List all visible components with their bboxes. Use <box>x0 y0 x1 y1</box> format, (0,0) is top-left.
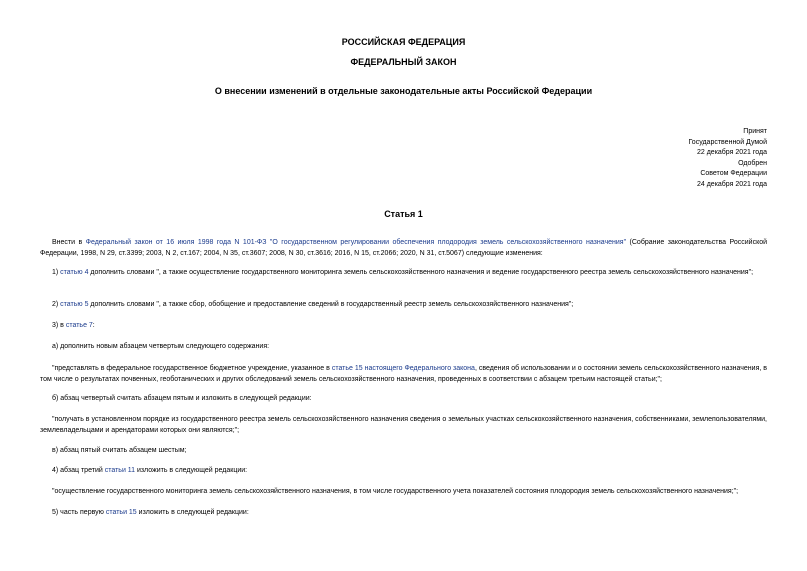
item-1-text: дополнить словами ", а также осуществление государственного мониторинга земель сельскохозяйственного назначения и ведение государственного реестра земель сельскохозяйственного назначения"; <box>88 269 754 276</box>
item-3-number: 3) в <box>52 322 66 329</box>
item-3b-quote-paragraph: "получать в установленном порядке из государственного реестра земель сельскохозяйственного назначения сведения о земельных участках сельскохозяйственного назначения, собственниками, землепользователями, землевладельцами и арендаторами которых они являются;"; <box>40 416 767 434</box>
article-11-link[interactable]: статьи 11 <box>104 467 136 474</box>
item-5-post: изложить в следующей редакции: <box>136 509 249 516</box>
article-15-link[interactable]: статьи 15 <box>105 509 137 516</box>
item-2-paragraph <box>40 300 767 311</box>
item-3c-paragraph: в) абзац пятый считать абзацем шестым; <box>52 447 187 454</box>
item-5-paragraph <box>40 508 767 519</box>
article-5-link[interactable]: статью 5 <box>60 301 89 308</box>
item-3a-quote-pre: "представлять в федеральное государственное бюджетное учреждение, указанное в <box>52 365 332 372</box>
article-4-link[interactable]: статью 4 <box>60 269 89 276</box>
article-intro-paragraph <box>40 238 767 259</box>
article-7-link[interactable]: статье 7 <box>65 322 93 329</box>
item-4-pre: 4) абзац третий <box>52 467 105 474</box>
intro-text-pre: Внести в <box>52 239 86 246</box>
intro-text-post: (Собрание законодательства Российской Федерации, 1998, N 29, ст.3399; 2003, N 2, ст.167; 2004, N 35, ст.3607; 2008, N 30, ст.3616; 2016, N 15, ст.2066; 2020, N 31, ст.5067) следующие изменения: <box>40 239 768 257</box>
country-heading: РОССИЙСКАЯ ФЕДЕРАЦИЯ <box>341 37 466 47</box>
item-3a-quote-paragraph <box>40 364 767 385</box>
approved-by: Советом Федерации <box>700 170 767 177</box>
item-1-number: 1) <box>52 269 61 276</box>
approved-date: 24 декабря 2021 года <box>696 180 767 188</box>
item-4-post: изложить в следующей редакции: <box>135 467 248 474</box>
item-2-text: дополнить словами ", а также сбор, обобщение и предоставление сведений в государственный реестр земель сельскохозяйственного назначения"; <box>88 301 574 308</box>
item-3b-paragraph: б) абзац четвертый считать абзацем пятым и изложить в следующей редакции: <box>52 395 312 402</box>
item-4-quote-paragraph: "осуществление государственного мониторинга земель сельскохозяйственного назначения, в том числе государственного учета показателей состояния плодородия земель сельскохозяйственного назначения;"; <box>52 488 739 495</box>
federal-law-link[interactable]: Федеральный закон от 16 июля 1998 года N 101-ФЗ "О государственном регулировании обеспечения плодородия земель сельскохозяйственного назначения" <box>85 239 627 246</box>
item-1-paragraph <box>40 268 767 279</box>
item-3-paragraph <box>40 321 767 332</box>
adoption-block <box>567 127 767 190</box>
item-3a-paragraph: а) дополнить новым абзацем четвертым следующего содержания: <box>52 343 270 350</box>
approved-label: Одобрен <box>738 159 767 167</box>
document-type-heading: ФЕДЕРАЛЬНЫЙ ЗАКОН <box>350 57 457 67</box>
item-2-number: 2) <box>52 301 61 308</box>
adopted-by: Государственной Думой <box>688 138 767 146</box>
document-title: О внесении изменений в отдельные законодательные акты Российской Федерации <box>214 86 593 96</box>
adopted-date: 22 декабря 2021 года <box>696 149 767 156</box>
item-3a-quote-post: , сведения об использовании и о состоянии земель сельскохозяйственного назначения, в том числе о результатах почвенных, геоботанических и других обследований земель сельскохозяйственного назначения, проведенных в соответствии с абзацем третьим настоящей статьи;"; <box>40 365 767 383</box>
adopted-label: Принят <box>743 128 767 135</box>
item-5-pre: 5) часть первую <box>52 509 106 516</box>
article-15-law-link[interactable]: статье 15 настоящего Федерального закона <box>331 365 475 372</box>
item-3-text: : <box>92 322 95 329</box>
item-4-paragraph <box>40 466 767 477</box>
article-heading: Статья 1 <box>384 209 423 219</box>
